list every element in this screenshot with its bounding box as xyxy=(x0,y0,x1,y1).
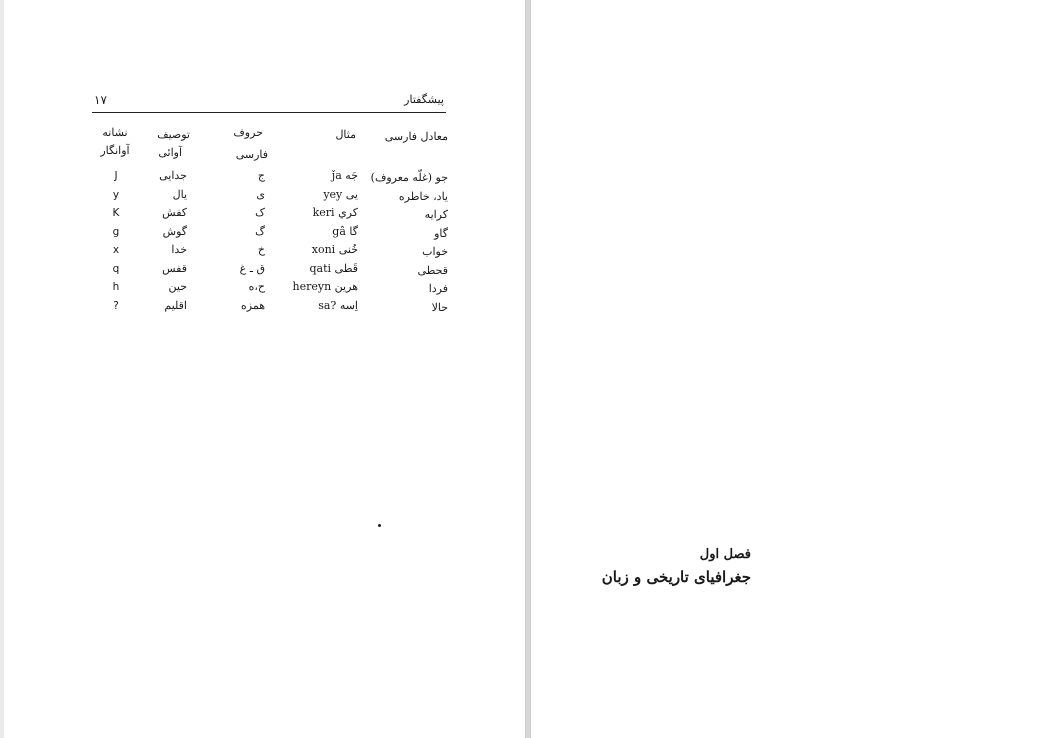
chapter-title: جغرافیای تاریخی و زبان xyxy=(601,568,751,586)
header-sign-line2: آوانگار xyxy=(100,144,130,157)
header-rule xyxy=(92,112,446,113)
row-letter: ک xyxy=(255,206,265,219)
row-sign: h xyxy=(112,281,120,293)
row-letter: ی xyxy=(256,187,265,201)
row-description: حین xyxy=(168,280,187,293)
chapter-heading xyxy=(602,545,751,589)
row-persian-equivalent: گاو xyxy=(434,226,448,240)
row-description: خدا xyxy=(171,243,187,256)
row-sign: ? xyxy=(113,299,119,312)
row-description: قفس xyxy=(162,261,187,275)
row-example: جَه ǰa xyxy=(331,169,358,182)
print-speck xyxy=(378,524,381,527)
row-sign: K xyxy=(112,207,120,219)
row-sign: y xyxy=(112,188,120,201)
row-example: قَطی qati xyxy=(309,261,358,275)
header-letters-line2: فارسی xyxy=(235,148,268,161)
row-letter: ح،ه xyxy=(248,280,265,293)
row-sign: x xyxy=(112,244,120,256)
running-head xyxy=(92,93,444,111)
row-letter: ج xyxy=(257,169,265,182)
header-sign-line1: نشانه xyxy=(102,126,128,139)
row-persian-equivalent: کرایه xyxy=(424,208,448,221)
row-persian-equivalent: قحطی xyxy=(417,263,448,277)
row-description: کفش xyxy=(162,206,187,219)
row-sign: q xyxy=(112,262,120,275)
header-description-line2: آوائی xyxy=(158,146,182,159)
row-description: گوش xyxy=(162,224,187,238)
row-letter: ق ـ غ xyxy=(239,261,265,275)
header-description-line1: توصیف xyxy=(157,128,190,141)
row-persian-equivalent: حالا xyxy=(431,300,448,314)
row-example: یی yey xyxy=(323,187,358,201)
row-letter: همزه xyxy=(241,298,265,312)
header-letters-line1: حروف xyxy=(233,126,263,139)
row-sign: g xyxy=(112,225,120,238)
row-letter: خ xyxy=(257,243,265,256)
row-example: هرین hereyn xyxy=(292,280,358,293)
right-page xyxy=(530,0,1053,738)
row-description: جدایی xyxy=(159,169,187,182)
row-example: گا gâ xyxy=(332,224,358,238)
row-example: خُنی xoni xyxy=(311,243,358,256)
header-persian-equivalent: معادل فارسی xyxy=(384,130,448,143)
header-example: مثال xyxy=(335,128,356,141)
row-description: یال xyxy=(172,187,187,201)
row-sign: J xyxy=(114,170,118,182)
row-letter: گ xyxy=(255,224,265,238)
row-description: اقلیم xyxy=(164,298,187,312)
page-number: ۱۷ xyxy=(94,93,107,107)
running-title: پیشگفتار xyxy=(404,93,444,106)
chapter-label: فصل اول xyxy=(699,547,751,562)
row-persian-equivalent: فردا xyxy=(428,282,448,295)
row-example: اِسه ?sa xyxy=(318,298,358,312)
row-example: کري keri xyxy=(312,206,358,219)
row-persian-equivalent: جو (غلّه معروف) xyxy=(370,171,448,184)
row-persian-equivalent: یاد، خاطره xyxy=(398,189,448,203)
row-persian-equivalent: خواب xyxy=(422,245,448,258)
